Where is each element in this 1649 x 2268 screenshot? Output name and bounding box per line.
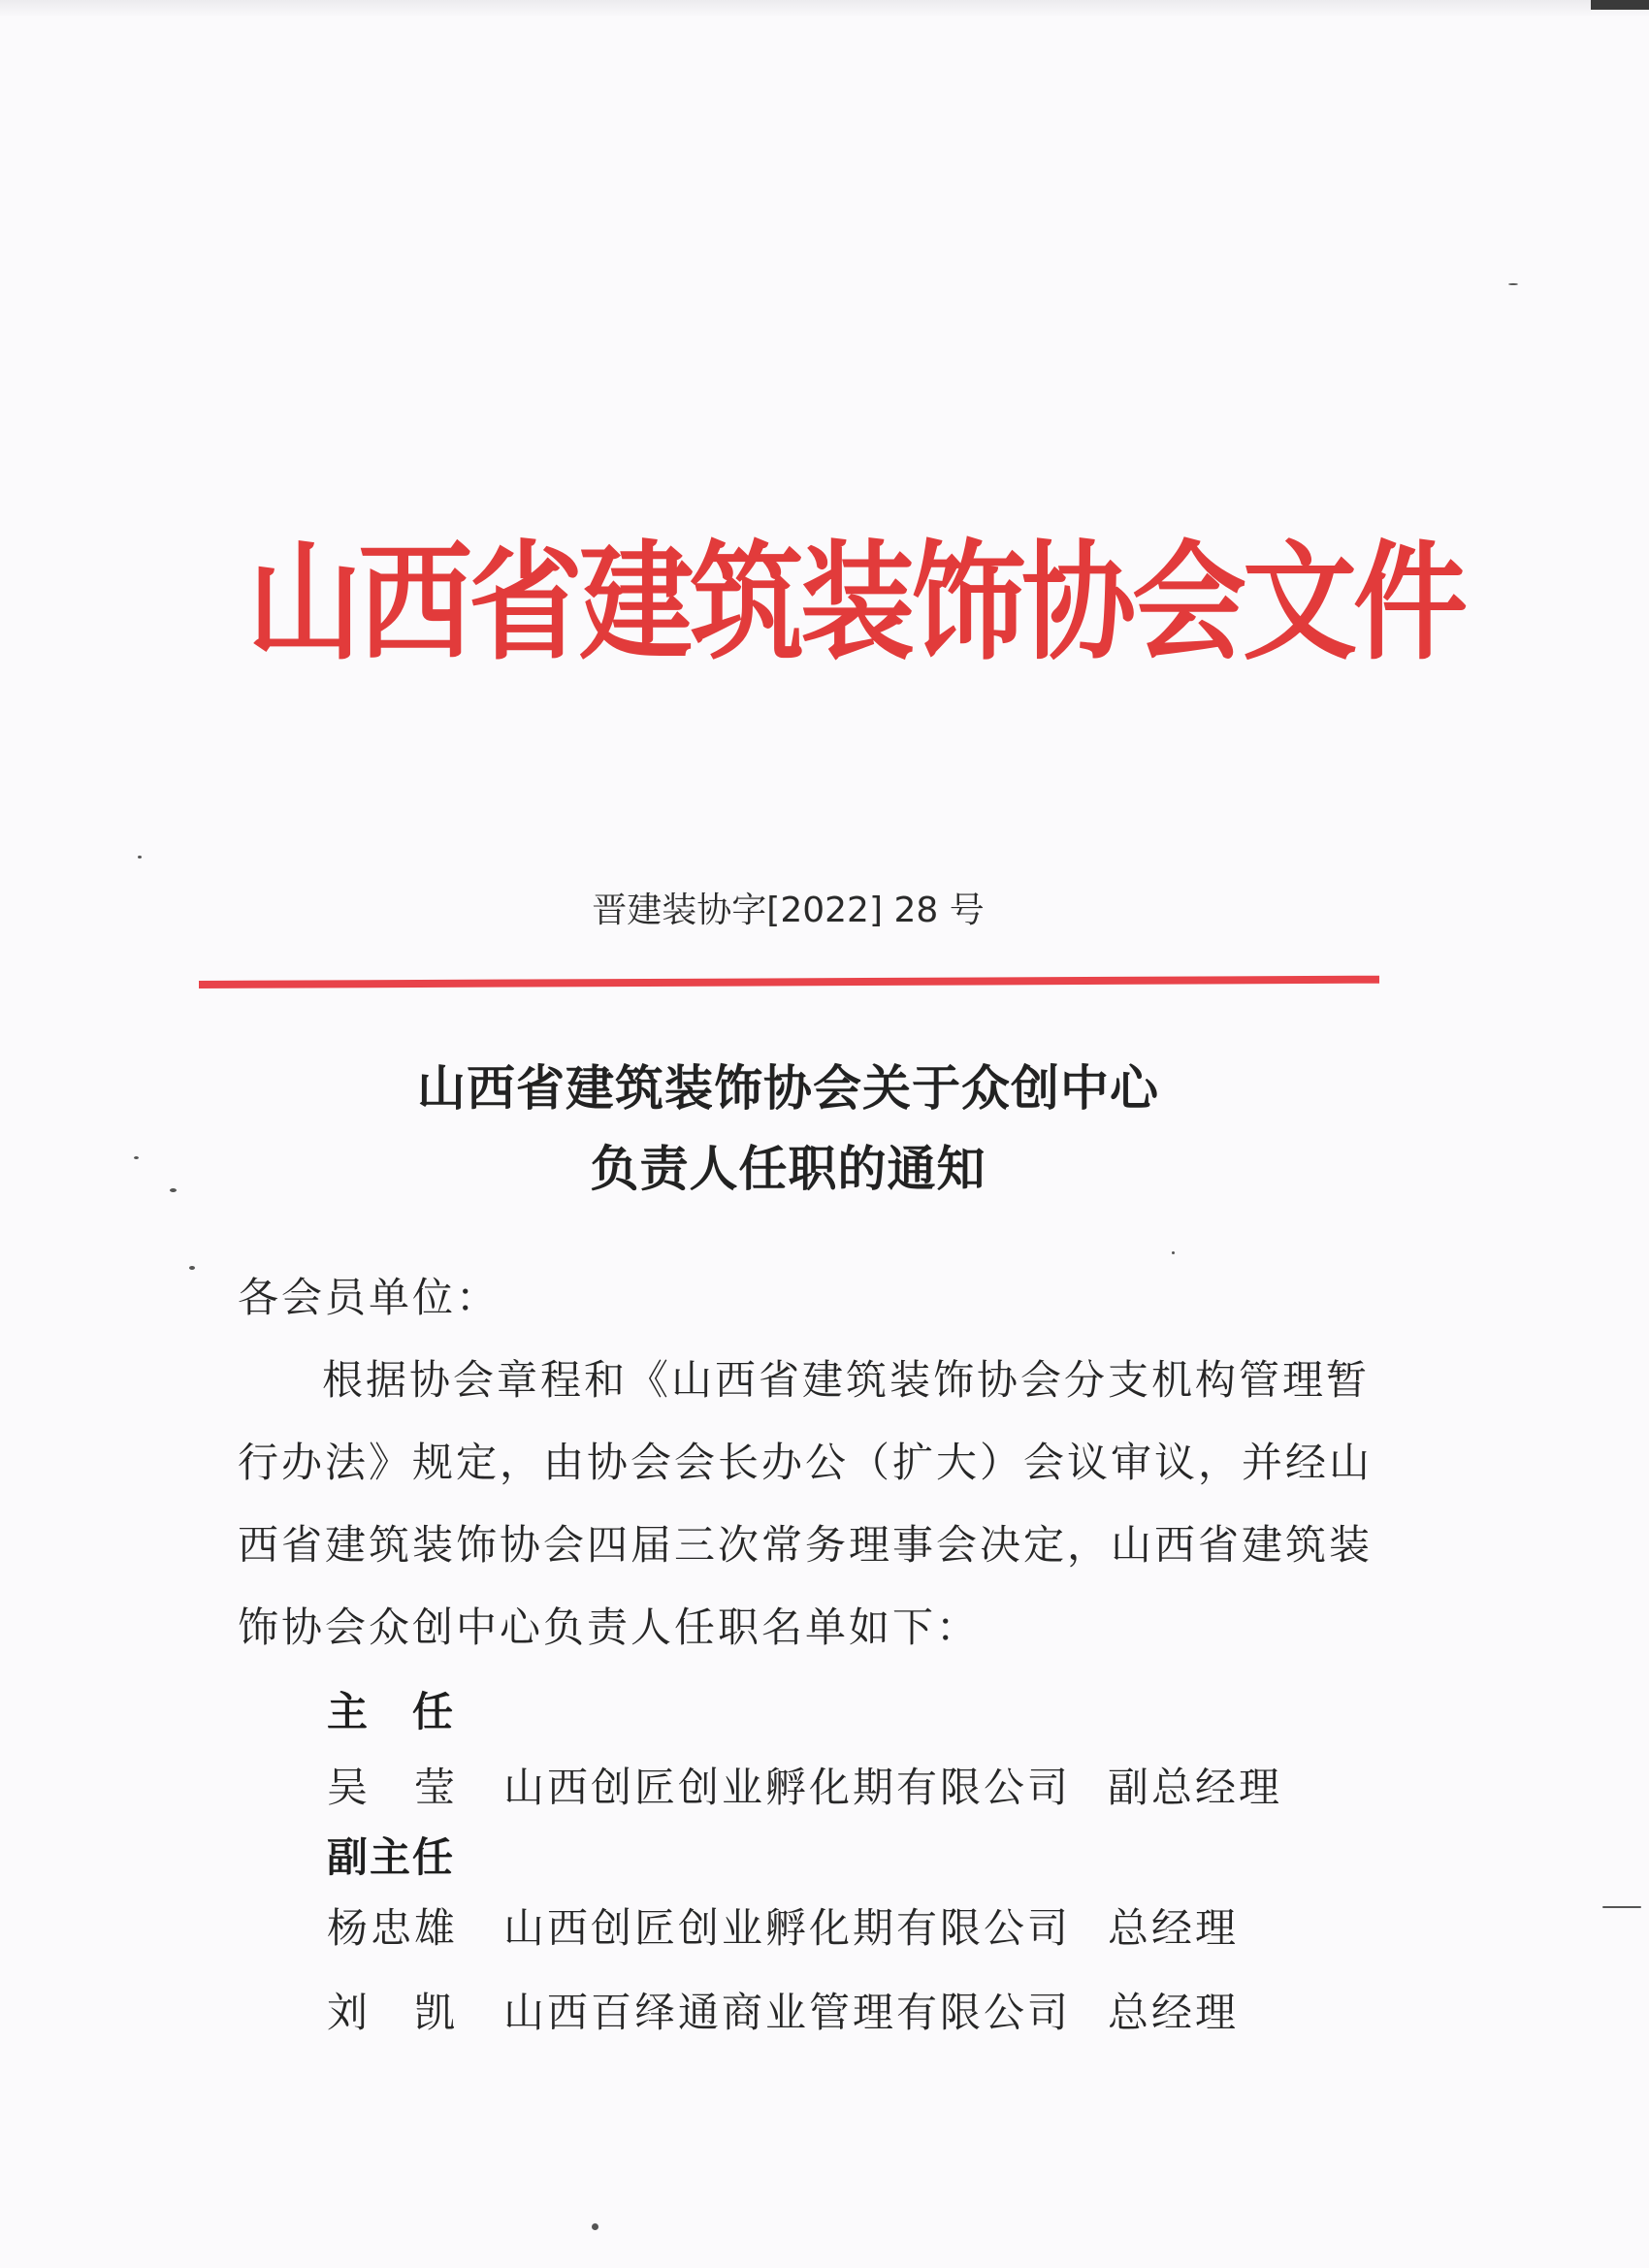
notice-title-line-1: 山西省建筑装饰协会关于众创中心: [417, 1060, 1159, 1117]
deputy-heading: 副主任: [327, 1833, 456, 1881]
paragraph-line: 行办法》规定，由协会会长办公（扩大）会议审议，并经山: [238, 1439, 1374, 1486]
paragraph-line: 西省建筑装饰协会四届三次常务理事会决定，山西省建筑装: [238, 1521, 1374, 1569]
scan-speck: [1172, 1251, 1175, 1254]
salutation: 各会员单位：: [238, 1274, 501, 1321]
company-name: 山西创匠创业孵化期有限公司: [503, 1764, 1072, 1811]
company-name: 山西创匠创业孵化期有限公司: [503, 1904, 1072, 1952]
document-number: 晋建装协字[2022] 28 号: [592, 891, 985, 930]
paragraph-line: 根据协会章程和《山西省建筑装饰协会分支机构管理暂: [322, 1356, 1371, 1404]
director-heading: 主 任: [327, 1688, 456, 1735]
job-title: 总经理: [1108, 1904, 1240, 1952]
scan-corner-mark: [1591, 0, 1649, 10]
person-name: 刘 凯: [327, 1989, 459, 2036]
red-divider: [199, 976, 1379, 988]
person-name: 杨忠雄: [327, 1904, 459, 1952]
masthead: 山西省建筑装饰协会文件: [247, 526, 1465, 678]
scan-speck: [1508, 283, 1518, 285]
scan-speck: [1602, 1906, 1641, 1908]
scan-speck: [592, 2223, 598, 2230]
scan-speck: [189, 1266, 195, 1270]
company-name: 山西百绎通商业管理有限公司: [503, 1989, 1072, 2036]
notice-title-line-2: 负责人任职的通知: [590, 1141, 986, 1197]
job-title: 副总经理: [1108, 1764, 1283, 1811]
person-name: 吴 莹: [327, 1764, 459, 1811]
job-title: 总经理: [1108, 1989, 1240, 2036]
paragraph-line: 饰协会众创中心负责人任职名单如下：: [238, 1604, 981, 1651]
scan-top-edge: [0, 0, 1649, 17]
scan-speck: [138, 856, 142, 859]
